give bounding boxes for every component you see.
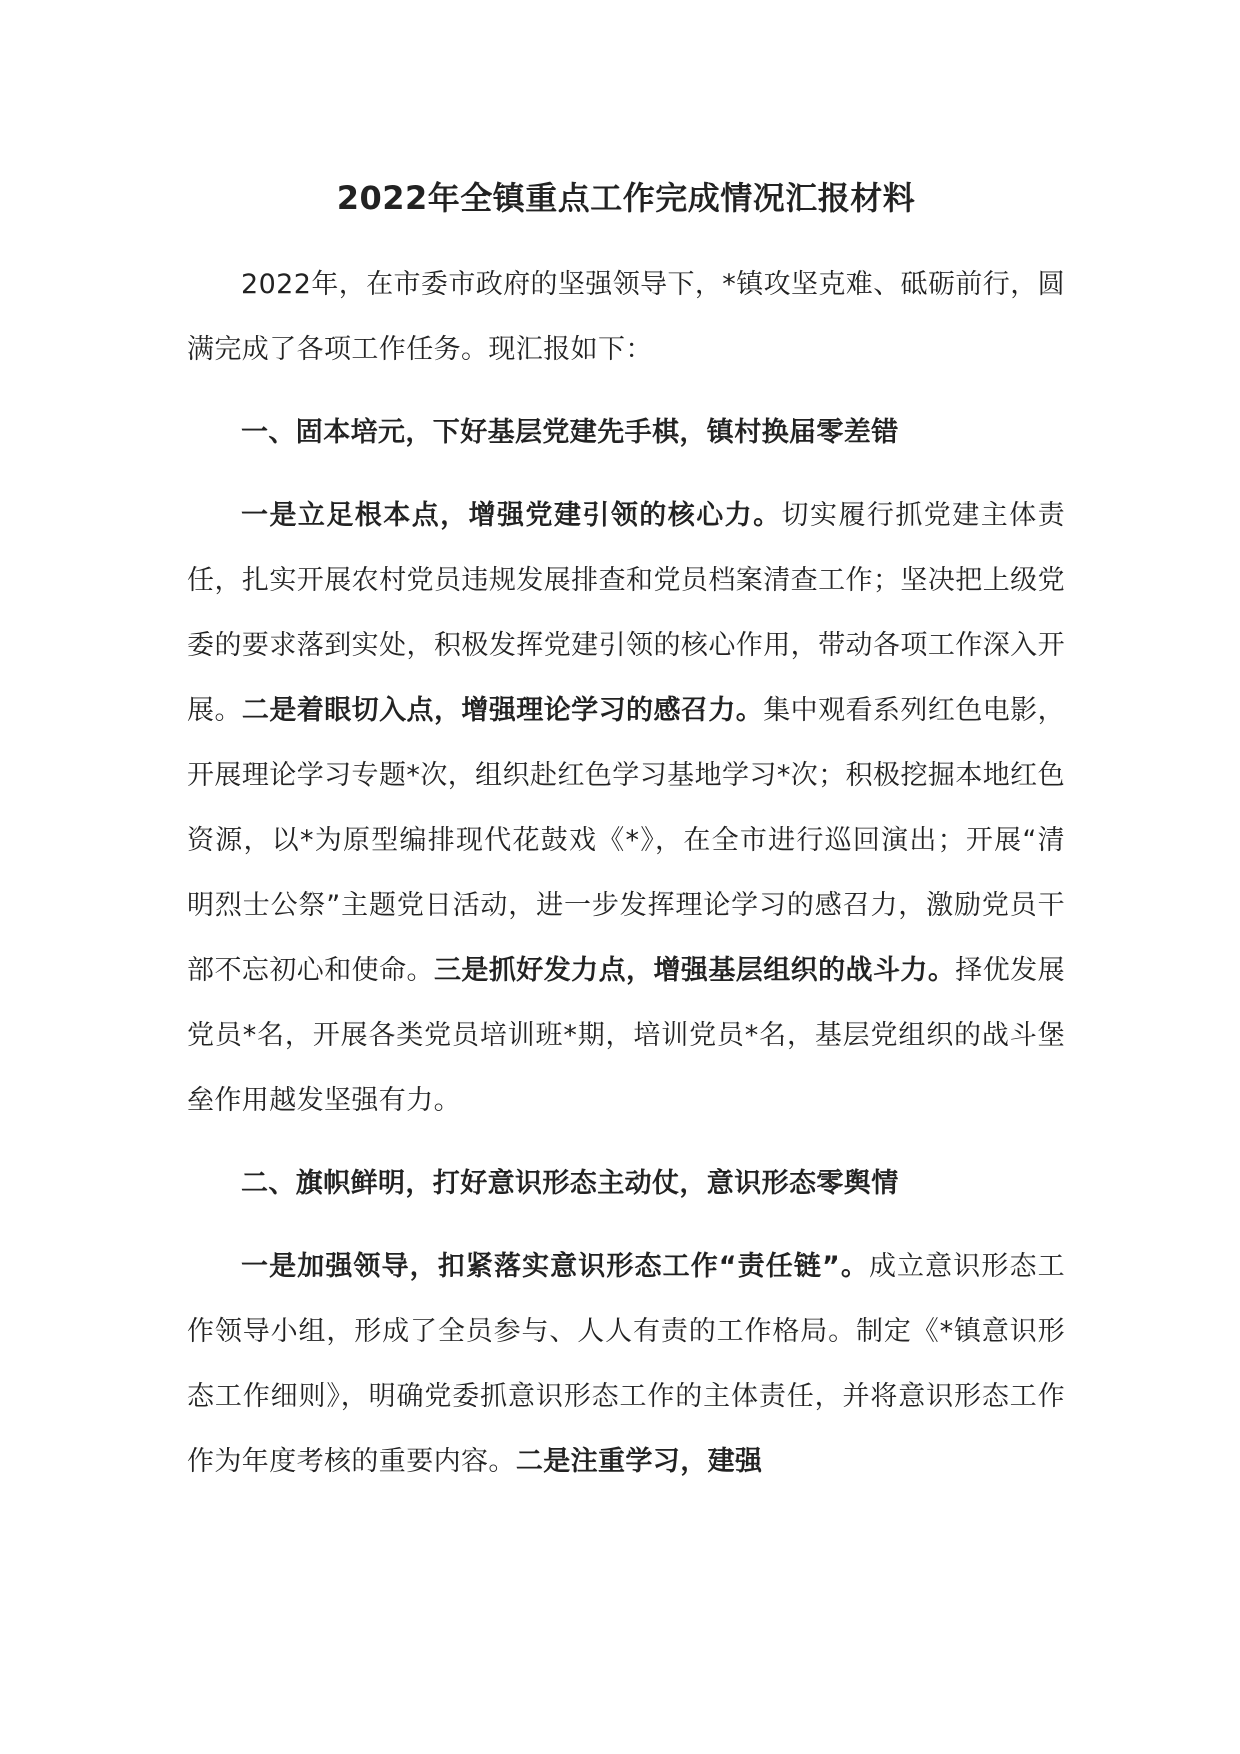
section-1-point-1-text: 切实履行抓党建主体责任，扎实开展农村党员违规发展排查和党员档案清查工作；坚决把上级党委的要求落到实处，积极发挥党建引领的核心作用，带动各项工作深入开展。	[187, 500, 1065, 726]
section-2-body	[187, 1234, 1065, 1494]
section-1-point-1-lead: 一是立足根本点，增强党建引领的核心力。	[241, 500, 782, 531]
document-title: 2022年全镇重点工作完成情况汇报材料	[336, 179, 916, 217]
section-1-point-3-text: 择优发展党员*名，开展各类党员培训班*期，培训党员*名，基层党组织的战斗堡垒作用越发坚强有力。	[187, 955, 1065, 1116]
section-2-point-2-lead: 二是注重学习，建强	[515, 1446, 763, 1477]
section-1-heading: 一、固本培元，下好基层党建先手棋，镇村换届零差错	[241, 417, 899, 448]
section-1-point-2-text: 集中观看系列红色电影，开展理论学习专题*次，组织赴红色学习基地学习*次；积极挖掘本地红色资源，以*为原型编排现代花鼓戏《*》，在全市进行巡回演出；开展“清明烈士公祭”主题党日活动，进一步发挥理论学习的感召力，激励党员干部不忘初心和使命。	[187, 695, 1065, 986]
section-2-point-1-lead: 一是加强领导，扣紧落实意识形态工作“责任链”。	[241, 1251, 869, 1282]
section-1-body	[187, 483, 1065, 1133]
section-2-point-1-text: 成立意识形态工作领导小组，形成了全员参与、人人有责的工作格局。制定《*镇意识形态工作细则》，明确党委抓意识形态工作的主体责任，并将意识形态工作作为年度考核的重要内容。	[187, 1251, 1065, 1477]
section-2-heading: 二、旗帜鲜明，打好意识形态主动仗，意识形态零舆情	[241, 1168, 899, 1199]
section-1-point-2-lead: 二是着眼切入点，增强理论学习的感召力。	[241, 695, 764, 726]
intro-paragraph: 2022年，在市委市政府的坚强领导下，*镇攻坚克难、砥砺前行，圆满完成了各项工作任务。现汇报如下：	[187, 269, 1066, 365]
section-1-point-3-lead: 三是抓好发力点，增强基层组织的战斗力。	[433, 955, 956, 986]
